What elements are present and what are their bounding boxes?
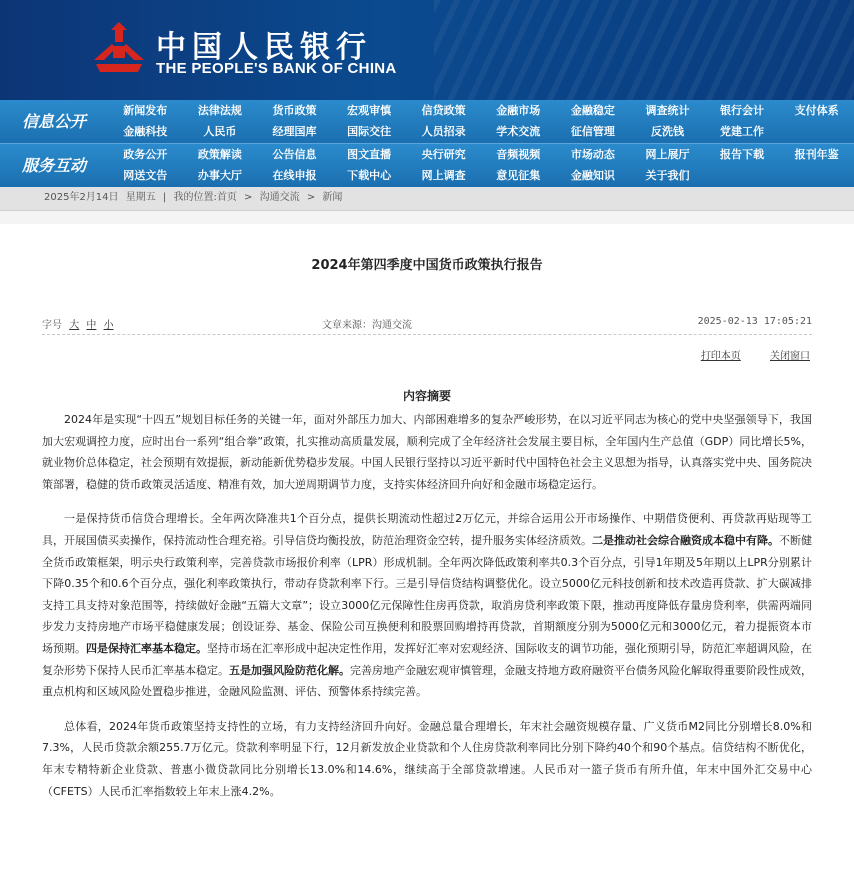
nav-item-info-19: [779, 121, 854, 143]
article-body: [42, 409, 812, 815]
nav-item-info-11[interactable]: 人民币: [203, 125, 237, 138]
nav-item-service-16[interactable]: 金融知识: [570, 169, 615, 182]
nav-item-info-18[interactable]: 党建工作: [720, 125, 765, 138]
article-title: 2024年第四季度中国货币政策执行报告: [311, 258, 543, 273]
nav-item-service-2[interactable]: 公告信息: [272, 148, 317, 161]
breadcrumb-home[interactable]: 首页: [216, 192, 237, 203]
paragraph-3: 总体看，2024年货币政策坚持支持性的立场，有力支持经济回升向好。金融总量合理增长，年末社会融资规模存量、广义货币M2同比分别增长8.0%和7.3%，人民币贷款余额255.7万亿元。贷款利率明显下行，12月新发放企业贷款和个人住房贷款利率同比分别下降约40个和90个基点。信贷结构不断优化，年末专精特新企业贷款、普惠小微贷款同比分别增长13.0%和14.6%，继续高于全部贷款增速。人民币对一篮子货币有所升值，年末中国外汇交易中心（CFETS）人民币汇率指数较上年末上涨4.2%。: [42, 719, 812, 798]
nav-item-service-10[interactable]: 网送文告: [123, 169, 168, 182]
font-small-link[interactable]: 小: [103, 320, 114, 331]
font-large-link[interactable]: 大: [69, 320, 80, 331]
nav-item-info-13[interactable]: 国际交往: [347, 125, 392, 138]
nav-item-info-10[interactable]: 金融科技: [123, 125, 168, 138]
nav-item-service-1[interactable]: 政策解读: [197, 148, 242, 161]
font-size-label: 字号: [42, 320, 62, 331]
nav-item-service-11[interactable]: 办事大厅: [197, 169, 242, 182]
para2-bold-2: 二是推动社会综合融资成本稳中有降。: [592, 533, 779, 547]
breadcrumb-divider: |: [162, 192, 167, 203]
paragraph-1: 2024年是实现“十四五”规划目标任务的关键一年，面对外部压力加大、内部困难增多的复杂严峻形势，在以习近平同志为核心的党中央坚强领导下，我国加大宏观调控力度，应时出台一系列“组合拳”政策，扎实推动高质量发展，顺利完成了全年经济社会发展主要目标，全年国内生产总值（GDP）同比增长5%，就业物价总体稳定，社会预期有效提振，新动能新优势稳步发展。中国人民银行坚持以习近平新时代中国特色社会主义思想为指导，认真落实党中央、国务院决策部署，稳健的货币政策灵活适度、精准有效，加大逆周期调节力度，支持实体经济回升向好和金融市场稳定运行。: [42, 413, 812, 491]
paragraph-2: [42, 508, 812, 702]
para2-bold-4: 四是保持汇率基本稳定。: [86, 641, 207, 655]
nav-item-info-15[interactable]: 学术交流: [496, 125, 541, 138]
main-navigation: [0, 100, 854, 186]
nav-group-title-service: 服务互动: [21, 156, 86, 175]
nav-item-service-0[interactable]: 政务公开: [123, 148, 168, 161]
article-datetime: 2025-02-13 17:05:21: [697, 316, 812, 327]
nav-item-service-12[interactable]: 在线申报: [272, 169, 317, 182]
para2-bold-5: 五是加强风险防范化解。: [229, 663, 350, 677]
nav-item-info-12[interactable]: 经理国库: [272, 125, 317, 138]
nav-group-info: [0, 100, 854, 143]
para2-text-4: 坚持市场在汇率形成中起决定性作用，发挥好汇率对宏观经济、国际收支的调节功能，强化预期引导，防范汇率超调风险，在复杂形势下保持人民币汇率基本稳定。: [42, 641, 812, 677]
nav-item-service-3[interactable]: 图文直播: [347, 148, 392, 161]
print-page-link[interactable]: 打印本页: [700, 351, 741, 362]
nav-item-info-0[interactable]: 新闻发布: [123, 104, 168, 117]
nav-item-service-13[interactable]: 下载中心: [347, 169, 392, 182]
font-medium-link[interactable]: 中: [86, 320, 97, 331]
article-meta: [42, 316, 812, 330]
site-title-en[interactable]: THE PEOPLE'S BANK OF CHINA: [156, 60, 397, 77]
breadcrumb: [0, 186, 854, 211]
nav-group-service: [0, 143, 854, 187]
nav-item-info-3[interactable]: 宏观审慎: [347, 104, 392, 117]
breadcrumb-sep: >: [244, 192, 253, 203]
nav-item-service-19: [779, 165, 854, 187]
close-window-link[interactable]: 关闭窗口: [770, 351, 810, 362]
nav-grid-info: [108, 100, 854, 143]
nav-item-info-8[interactable]: 银行会计: [720, 104, 765, 117]
nav-item-info-2[interactable]: 货币政策: [272, 104, 317, 117]
nav-item-info-9[interactable]: 支付体系: [794, 104, 839, 117]
nav-item-service-7[interactable]: 网上展厅: [645, 148, 690, 161]
nav-grid-service: [108, 144, 854, 187]
meta-divider: [42, 334, 812, 335]
nav-item-service-5[interactable]: 音频视频: [496, 148, 541, 161]
current-date: 2025年2月14日: [44, 192, 119, 203]
nav-group-title-info: 信息公开: [21, 112, 86, 131]
nav-item-service-14[interactable]: 网上调查: [421, 169, 466, 182]
nav-item-service-9[interactable]: 报刊年鉴: [794, 148, 839, 161]
breadcrumb-page[interactable]: 新闻: [322, 192, 343, 203]
abstract-heading: 内容摘要: [402, 389, 451, 403]
location-label: 我的位置:: [173, 192, 217, 203]
nav-item-service-18: [705, 165, 780, 187]
nav-item-service-4[interactable]: 央行研究: [421, 148, 466, 161]
pboc-emblem-icon[interactable]: [90, 20, 148, 78]
breadcrumb-section[interactable]: 沟通交流: [259, 192, 300, 203]
article-actions: [675, 347, 810, 362]
para2-text-2: 不断健全货币政策框架，明示央行政策利率，完善贷款市场报价利率（LPR）形成机制。全年两次降低政策利率共0.3个百分点，引导1年期及5年期以上LPR分别累计下降0.35个和0.6个百分点，强化利率政策执行，带动存贷款利率下行。: [42, 533, 812, 591]
nav-item-service-8[interactable]: 报告下载: [720, 148, 765, 161]
nav-item-info-1[interactable]: 法律法规: [197, 104, 242, 117]
para2-lead-3: 三是引导信贷结构调整优化。: [395, 577, 540, 591]
nav-item-service-17[interactable]: 关于我们: [645, 169, 690, 182]
article-source: 文章来源：沟通交流: [322, 320, 412, 331]
nav-item-info-7[interactable]: 调查统计: [645, 104, 690, 117]
nav-item-service-6[interactable]: 市场动态: [570, 148, 615, 161]
nav-item-info-4[interactable]: 信贷政策: [421, 104, 466, 117]
nav-item-info-17[interactable]: 反洗钱: [650, 125, 684, 138]
breadcrumb-sep: >: [306, 192, 316, 203]
para2-text-1: 一是保持货币信贷合理增长。全年两次降准共1个百分点，提供长期流动性超过2万亿元，并综合运用公开市场操作、中期借贷便利、再贷款再贴现等工具，开展国债买卖操作，保持流动性合理充裕。引导信贷均衡投放，防范治理资金空转，提升服务实体经济质效。: [42, 512, 812, 547]
nav-item-info-16[interactable]: 征信管理: [570, 125, 615, 138]
nav-item-info-5[interactable]: 金融市场: [496, 104, 541, 117]
nav-item-service-15[interactable]: 意见征集: [496, 169, 541, 182]
nav-item-info-14[interactable]: 人员招录: [421, 125, 466, 138]
site-header: [0, 0, 854, 100]
article-panel: [0, 224, 854, 887]
current-weekday: 星期五: [125, 192, 156, 203]
para2-text-3: 设立5000亿元科技创新和技术改造再贷款、扩大碳减排支持工具支持对象范围等，持续做好金融“五篇大文章”；设立3000亿元保障性住房再贷款，取消房贷利率政策下限，推动再度降低存量房贷利率，供需两端同步发力支持房地产市场平稳健康发展；创设证券、基金、保险公司互换便利和股票回购增持再贷款，首期额度分别为5000亿元和3000亿元，着力提振资本市场预期。: [42, 577, 813, 655]
font-size-switch: [42, 316, 114, 331]
site-title-cn[interactable]: 中国人民银行: [156, 30, 372, 65]
nav-item-info-6[interactable]: 金融稳定: [570, 104, 615, 117]
para2-text-5: 完善房地产金融宏观审慎管理，金融支持地方政府融资平台债务风险化解取得重要阶段性成效，重点机构和区域风险处置稳步推进，金融风险监测、评估、预警体系持续完善。: [42, 663, 812, 699]
